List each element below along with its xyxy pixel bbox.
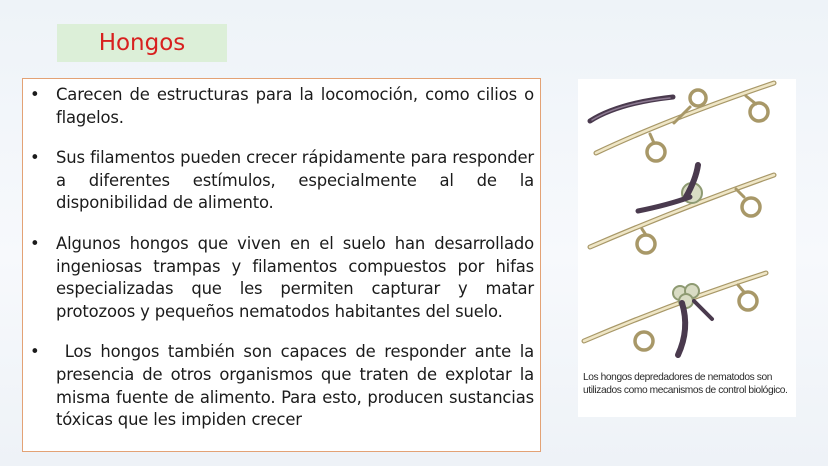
bullet-marker: • (30, 342, 40, 362)
nematode-trap-figure (578, 79, 796, 417)
bullet-text: Los hongos también son capaces de responder ante la presencia de otros organismos que traten de explotar la misma fuente de alimento. Para esto, producen sustancias tóxicas que les impiden crecer (56, 342, 540, 430)
content-box (22, 78, 541, 452)
bullet-item-2 (30, 147, 534, 215)
figure-caption: Los hongos depredadores de nematodos son utilizados como mecanismos de control biológico. (583, 372, 788, 396)
bullet-marker: • (30, 85, 40, 104)
bullet-item-1 (30, 84, 534, 129)
title-box (57, 24, 227, 62)
slide-title: Hongos (98, 30, 186, 56)
nematode-trap-illustration (578, 79, 796, 369)
bullet-marker: • (30, 233, 40, 253)
bullet-marker: • (30, 148, 40, 168)
bullet-list (30, 84, 540, 432)
bullet-text: Sus filamentos pueden crecer rápidamente para responder a diferentes estímulos, especialmente al de la disponibilidad de alimento. (56, 148, 534, 213)
bullet-item-4 (30, 341, 540, 431)
bullet-text: Algunos hongos que viven en el suelo han desarrollado ingeniosas trampas y filamentos compuestos por hifas especializadas que les permiten capturar y matar protozoos y pequeños nematodos habitantes del suelo. (56, 233, 534, 321)
bullet-item-3 (30, 233, 534, 323)
bullet-text: Carecen de estructuras para la locomoción, como cilios o flagelos. (56, 85, 534, 127)
